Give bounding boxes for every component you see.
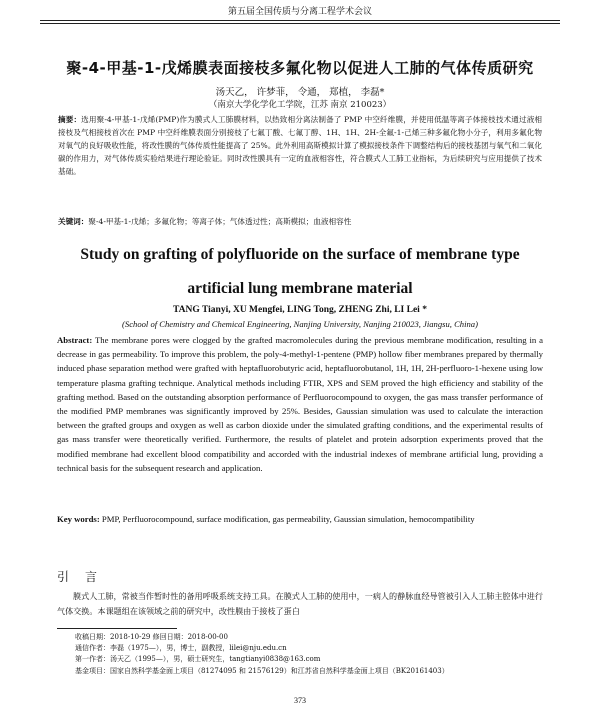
footnote-first-author: 第一作者：汤天乙（1995—），男，硕士研究生，tangtianyi0838@163.com — [75, 655, 321, 664]
footnote-funding: 基金项目：国家自然科学基金面上项目（81274095 和 21576129）和江苏省自然科学基金面上项目（BK20161403） — [75, 666, 449, 675]
english-affiliation: (School of Chemistry and Chemical Engineering, Nanjing University, Nanjing 210023, Jiangsu, China) — [122, 319, 478, 329]
chinese-abstract — [58, 113, 542, 178]
footnotes — [75, 632, 560, 677]
chinese-keywords-text: 聚-4-甲基-1-戊烯；多氟化物；等离子体；气体透过性；高斯模拟；血液相容性 — [88, 217, 352, 226]
chinese-authors: 汤天乙， 许梦菲， 令通， 郑植， 李磊* — [215, 87, 385, 98]
english-abstract-label: Abstract: — [57, 335, 93, 345]
introduction-heading: 引言 — [57, 570, 114, 584]
english-keywords — [57, 512, 543, 526]
footnote-rule — [57, 628, 177, 629]
chinese-affiliation: （南京大学化学化工学院，江苏 南京 210023） — [208, 100, 392, 110]
english-authors: TANG Tianyi, XU Mengfei, LING Tong, ZHENG Zhi, LI Lei * — [173, 305, 427, 315]
header-rule-thin — [40, 23, 560, 24]
chinese-abstract-label: 摘要： — [58, 115, 82, 124]
chinese-title: 聚-4-甲基-1-戊烯膜表面接枝多氟化物以促进人工肺的气体传质研究 — [66, 59, 534, 77]
chinese-keywords — [58, 216, 542, 228]
english-title — [40, 238, 560, 306]
page-number: 373 — [294, 696, 306, 705]
footnote-corresponding-author: 通信作者：李磊（1975—），男，博士，副教授，lilei@nju.edu.cn — [75, 644, 287, 653]
running-head: 第五届全国传质与分离工程学术会议 — [227, 7, 372, 17]
chinese-keywords-label: 关键词： — [58, 217, 89, 226]
english-keywords-label: Key words: — [57, 514, 100, 524]
english-abstract-text: The membrane pores were clogged by the grafted macromolecules during the previous membrane modification, resulting in a decrease in gas permeability. To improve this problem, the poly-4-methyl-1-pentene (PMP) hollow fiber membranes prepared by thermally induced phase separation method were grafted with heptafluorobutyric acid, heptafluorobutanol, 1H, 1H, 2H-perfluoro-1-hexene using low temperature plasma grafting technique. Analytical methods including FTIR, XPS and SEM proved the high efficiency and stability of the grafting method. Based on the outstanding absorption performance of Perfluorocompound to oxygen, the gas mass transfer performance of the modified PMP membranes was significantly improved by 25%. Besides, Gaussian simulation was used to calculate the interaction between the grafted groups and oxygen as well as carbon dioxide under the simulated grafting conditions, and the experimental results of gas mass transfer were theoretically verified. Furthermore, the results of platelet and protein adsorption experiments proved that the modified membrane had excellent blood compatibility and accorded with the industrial indexes of membrane artificial lung, providing a technical basis for the subsequent research and application. — [57, 335, 544, 473]
english-title-line2: artificial lung membrane material — [187, 280, 413, 297]
chinese-abstract-text: 选用聚-4-甲基-1-戊烯(PMP)作为膜式人工肺膜材料，以热致相分离法制备了 PMP 中空纤维膜，并使用低温等离子体接枝技术通过液相接枝及气相接枝首次在 PMP 中空纤维膜表面分别接枝了七氟丁酸、七氟丁醇、1H、1H、2H-全氟-1-己烯三种多氟化物小分子，利用多氟化物对氧气的良好吸收性能，将改性膜的气体传质性能提高了 25%。此外利用高斯模拟计算了模拟接枝条件下调整结构后的接枝基团与氧气和二氧化碳的作用力，对气体传质实验结果进行理论验证。同时改性膜具有一定的血液相容性，符合膜式人工肺工业指标，为后续研究与应用提供了技术基础。 — [58, 115, 543, 176]
english-keywords-text: PMP, Perfluorocompound, surface modification, gas permeability, Gaussian simulation, hemocompatibility — [101, 514, 475, 524]
introduction-text: 膜式人工肺，常被当作暂时性的备用呼吸系统支持工具。在膜式人工肺的使用中，一病人的静脉血经导管被引入人工肺主腔体中进行气体交换。本课题组在该领域之前的研究中，改性膜由于接枝了蛋白 — [57, 591, 543, 616]
header-rule-thick — [40, 20, 560, 21]
footnote-received: 收稿日期：2018-10-29 修回日期：2018-00-00 — [75, 633, 228, 641]
english-abstract — [57, 333, 543, 475]
english-title-line1: Study on grafting of polyfluoride on the surface of membrane type — [80, 246, 520, 263]
